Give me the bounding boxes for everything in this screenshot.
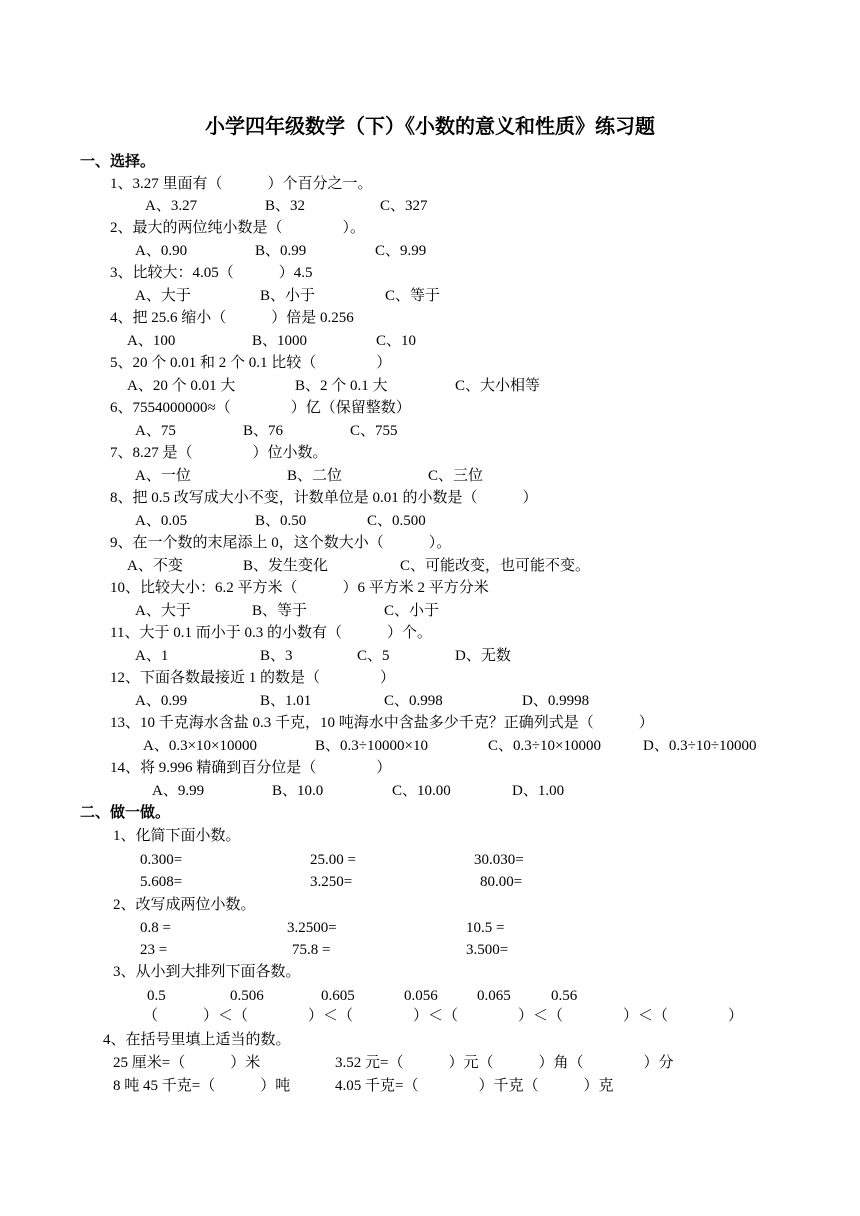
question-8: 8、把 0.5 改写成大小不变，计数单位是 0.01 的小数是（ ） <box>110 490 538 506</box>
option: C、10 <box>376 333 417 349</box>
option: A、9.99 <box>152 783 205 799</box>
option: A、3.27 <box>145 198 198 214</box>
exercise-item: 5.608= <box>140 874 183 890</box>
option: C、10.00 <box>392 783 451 799</box>
option: C、327 <box>380 198 428 214</box>
option: A、1 <box>135 648 169 664</box>
option: A、100 <box>127 333 176 349</box>
fill-item: 25 厘米=（ ）米 <box>113 1055 261 1071</box>
option: C、755 <box>350 423 398 439</box>
option: C、0.3÷10×10000 <box>488 738 601 754</box>
question-4: 4、把 25.6 缩小（ ）倍是 0.256 <box>110 310 354 326</box>
option: B、1000 <box>252 333 308 349</box>
option: B、10.0 <box>272 783 324 799</box>
option: B、1.01 <box>260 693 312 709</box>
question-12: 12、下面各数最接近 1 的数是（ ） <box>110 670 396 686</box>
option: D、0.9998 <box>522 693 590 709</box>
question-9: 9、在一个数的末尾添上 0，这个数大小（ ）。 <box>110 535 452 551</box>
question-10: 10、比较大小：6.2 平方米（ ）6 平方米 2 平方分米 <box>110 580 489 596</box>
option: B、发生变化 <box>243 558 329 574</box>
option: B、小于 <box>260 288 316 304</box>
option: B、0.50 <box>255 513 307 529</box>
option: D、1.00 <box>512 783 565 799</box>
option: B、0.99 <box>255 243 307 259</box>
option: D、无数 <box>455 648 511 664</box>
fill-item: 8 吨 45 千克=（ ）吨 <box>113 1078 291 1094</box>
question-13: 13、10 千克海水含盐 0.3 千克，10 吨海水中含盐多少千克？正确列式是（ ） <box>110 715 654 731</box>
option: B、76 <box>243 423 284 439</box>
question-5: 5、20 个 0.01 和 2 个 0.1 比较（ ） <box>110 355 392 371</box>
option: C、9.99 <box>375 243 427 259</box>
question-7: 7、8.27 是（ ）位小数。 <box>110 445 328 461</box>
option: C、5 <box>357 648 390 664</box>
option: A、0.90 <box>135 243 188 259</box>
option: B、二位 <box>287 468 343 484</box>
section-heading-practice: 二、做一做。 <box>80 805 171 821</box>
option: B、3 <box>260 648 293 664</box>
sort-number: 0.056 <box>404 988 438 1004</box>
option: A、20 个 0.01 大 <box>127 378 236 394</box>
option: C、0.500 <box>367 513 426 529</box>
option: A、0.99 <box>135 693 188 709</box>
sort-number: 0.506 <box>230 988 264 1004</box>
exercise-item: 0.300= <box>140 852 183 868</box>
page-title: 小学四年级数学（下）《小数的意义和性质》练习题 <box>205 116 655 138</box>
part-1-title: 1、化简下面小数。 <box>113 828 241 844</box>
question-6: 6、7554000000≈（ ）亿（保留整数） <box>110 400 411 416</box>
sort-number: 0.065 <box>477 988 511 1004</box>
part-3-title: 3、从小到大排列下面各数。 <box>113 964 301 980</box>
option: A、一位 <box>135 468 191 484</box>
exercise-item: 0.8 = <box>140 920 171 936</box>
option: A、大于 <box>135 603 191 619</box>
sort-number: 0.605 <box>321 988 355 1004</box>
option: A、不变 <box>127 558 183 574</box>
question-14: 14、将 9.996 精确到百分位是（ ） <box>110 760 392 776</box>
option: C、可能改变，也可能不变。 <box>400 558 591 574</box>
option: B、2 个 0.1 大 <box>295 378 388 394</box>
exercise-item: 3.250= <box>310 874 353 890</box>
exercise-item: 23 = <box>140 942 168 958</box>
question-3: 3、比较大：4.05（ ）4.5 <box>110 265 313 281</box>
section-heading-choice: 一、选择。 <box>80 154 156 170</box>
option: B、32 <box>265 198 306 214</box>
exercise-item: 75.8 = <box>292 942 331 958</box>
option: C、0.998 <box>384 693 443 709</box>
exercise-item: 10.5 = <box>466 920 505 936</box>
question-1: 1、3.27 里面有（ ）个百分之一。 <box>110 176 373 192</box>
option: C、等于 <box>385 288 441 304</box>
option: D、0.3÷10÷10000 <box>643 738 757 754</box>
exercise-item: 3.500= <box>466 942 509 958</box>
exercise-item: 80.00= <box>480 874 523 890</box>
option: B、0.3÷10000×10 <box>315 738 428 754</box>
option: A、0.05 <box>135 513 188 529</box>
option: A、75 <box>135 423 176 439</box>
fill-item: 3.52 元=（ ）元（ ）角（ ）分 <box>335 1055 674 1071</box>
exercise-item: 30.030= <box>474 852 524 868</box>
question-2: 2、最大的两位纯小数是（ ）。 <box>110 220 366 236</box>
fill-item: 4.05 千克=（ ）千克（ ）克 <box>335 1078 614 1094</box>
option: C、大小相等 <box>455 378 541 394</box>
question-11: 11、大于 0.1 而小于 0.3 的小数有（ ）个。 <box>110 625 432 641</box>
exercise-item: 3.2500= <box>287 920 337 936</box>
option: C、小于 <box>384 603 440 619</box>
sort-number: 0.56 <box>551 988 578 1004</box>
exercise-item: 25.00 = <box>310 852 356 868</box>
option: B、等于 <box>252 603 308 619</box>
option: A、大于 <box>135 288 191 304</box>
sort-blanks: （ ）＜（ ）＜（ ）＜（ ）＜（ ）＜（ ） <box>143 1008 744 1024</box>
option: A、0.3×10×10000 <box>143 738 258 754</box>
part-4-title: 4、在括号里填上适当的数。 <box>103 1032 291 1048</box>
sort-number: 0.5 <box>147 988 166 1004</box>
part-2-title: 2、改写成两位小数。 <box>113 897 256 913</box>
option: C、三位 <box>428 468 484 484</box>
